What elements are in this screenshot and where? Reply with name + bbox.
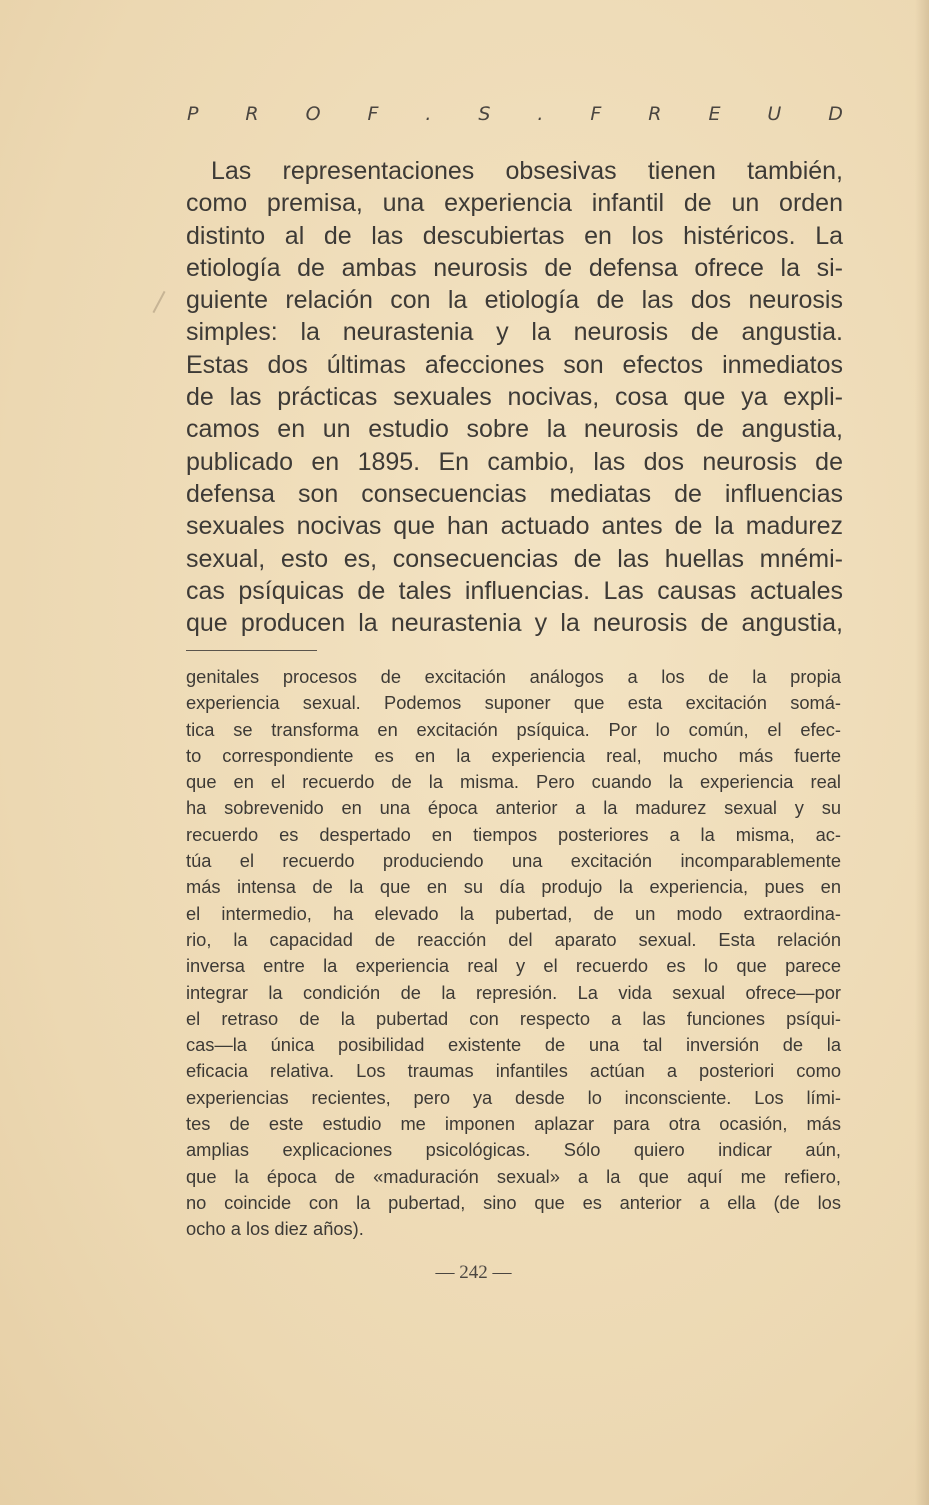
- footnote: [186, 664, 841, 1243]
- text-line: Las representaciones obsesivas tienen también,: [211, 157, 843, 185]
- text-line: que producen la neurastenia y la neurosis de angustia,: [186, 609, 843, 638]
- footnote-line: inversa entre la experiencia real y el recuerdo es lo que parece: [186, 955, 841, 977]
- page-edge-shadow: [915, 0, 929, 1505]
- footnote-line: más intensa de la que en su día produjo la experiencia, pues en: [186, 876, 841, 898]
- text-line: guiente relación con la etiología de las dos neurosis: [186, 286, 843, 315]
- text-line: defensa son consecuencias mediatas de influencias: [186, 479, 843, 508]
- running-head-letter: D: [828, 103, 843, 125]
- running-head-letter: F: [367, 103, 379, 125]
- text-line: de las prácticas sexuales nocivas, cosa que ya expli-: [186, 383, 843, 412]
- pencil-mark: [152, 291, 165, 313]
- footnote-line: tes de este estudio me imponen aplazar para otra ocasión, más: [186, 1113, 841, 1135]
- text-line: sexuales nocivas que han actuado antes de la madurez: [186, 512, 843, 541]
- running-head-letter: P: [187, 103, 199, 125]
- footnote-line: genitales procesos de excitación análogos a los de la propia: [186, 666, 841, 687]
- footnote-line: amplias explicaciones psicológicas. Sólo quiero indicar aún,: [186, 1139, 841, 1161]
- footnote-line: to correspondiente es en la experiencia real, mucho más fuerte: [186, 744, 841, 766]
- footnote-line: no coincide con la pubertad, sino que es anterior a ella (de los: [186, 1191, 841, 1213]
- footnote-line: ha sobrevenido en una época anterior a la madurez sexual y su: [186, 797, 841, 819]
- text-line: cas psíquicas de tales influencias. Las causas actuales: [186, 576, 843, 605]
- footnote-line: que en el recuerdo de la misma. Pero cuando la experiencia real: [186, 771, 841, 793]
- running-head-letter: .: [537, 103, 544, 125]
- text-line: simples: la neurastenia y la neurosis de angustia.: [186, 318, 843, 347]
- footnote-line: integrar la condición de la represión. La vida sexual ofrece—por: [186, 981, 841, 1003]
- running-head-letter: R: [648, 103, 662, 125]
- text-line: distinto al de las descubiertas en los histéricos. La: [186, 221, 843, 250]
- footnote-line: rio, la capacidad de reacción del aparato sexual. Esta relación: [186, 928, 841, 950]
- text-line: como premisa, una experiencia infantil de un orden: [186, 189, 843, 218]
- running-head-letter: O: [305, 103, 321, 125]
- text-line: Estas dos últimas afecciones son efectos inmediatos: [186, 350, 843, 379]
- footnote-line: tica se transforma en excitación psíquica. Por lo común, el efec-: [186, 718, 841, 740]
- footnote-separator-rule: [186, 650, 317, 651]
- text-line: etiología de ambas neurosis de defensa ofrece la si-: [186, 253, 843, 282]
- running-head-letter: F: [590, 103, 602, 125]
- footnote-line: recuerdo es despertado en tiempos posteriores a la misma, ac-: [186, 823, 841, 845]
- running-head-letter: .: [425, 103, 432, 125]
- running-head: [187, 103, 843, 125]
- running-head-letter: U: [767, 103, 782, 125]
- footnote-line: ocho a los diez años).: [186, 1218, 364, 1240]
- running-head-letter: R: [245, 103, 259, 125]
- footnote-line: eficacia relativa. Los traumas infantiles actúan a posteriori como: [186, 1060, 841, 1082]
- text-line: sexual, esto es, consecuencias de las huellas mnémi-: [186, 544, 843, 573]
- footnote-line: experiencia sexual. Podemos suponer que esta excitación somá-: [186, 692, 841, 714]
- running-head-letter: S: [478, 103, 491, 125]
- footnote-line: que la época de «maduración sexual» a la que aquí me refiero,: [186, 1165, 841, 1187]
- page-number: — 242 —: [435, 1262, 512, 1283]
- footnote-line: experiencias recientes, pero ya desde lo inconsciente. Los lími-: [186, 1086, 841, 1108]
- text-line: publicado en 1895. En cambio, las dos neurosis de: [186, 447, 843, 476]
- running-head-letter: E: [708, 103, 721, 125]
- text-line: camos en un estudio sobre la neurosis de angustia,: [186, 415, 843, 444]
- footnote-line: el intermedio, ha elevado la pubertad, de un modo extraordina-: [186, 902, 841, 924]
- footnote-line: el retraso de la pubertad con respecto a las funciones psíqui-: [186, 1007, 841, 1029]
- footnote-line: cas—la única posibilidad existente de una tal inversión de la: [186, 1034, 841, 1056]
- main-paragraph: [186, 155, 843, 639]
- footnote-line: túa el recuerdo produciendo una excitación incomparablemente: [186, 850, 841, 872]
